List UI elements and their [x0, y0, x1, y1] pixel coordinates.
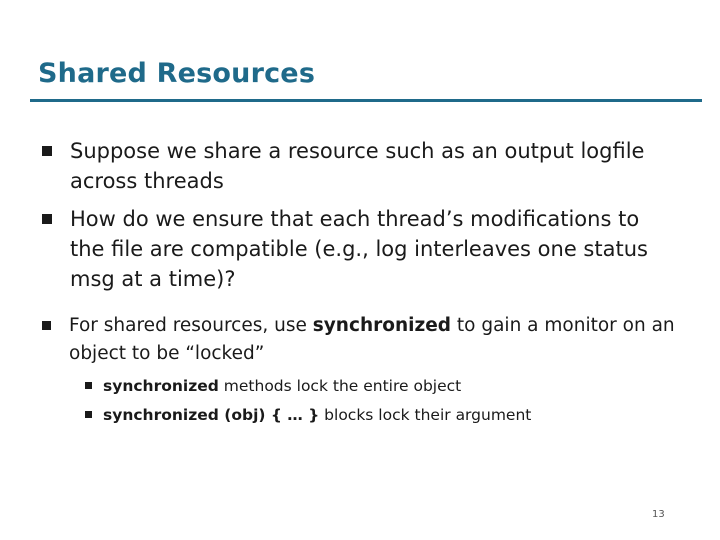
- sub-bullet-text: [103, 404, 531, 426]
- bullet-item-shared-resource: [42, 136, 670, 196]
- square-bullet-icon: [85, 411, 92, 418]
- slide-title: Shared Resources: [38, 58, 316, 89]
- sub-bullet-blocks: [85, 404, 531, 426]
- title-divider: [30, 99, 702, 102]
- square-bullet-icon: [42, 214, 52, 224]
- keyword-synchronized-block: synchronized (obj) { … }: [103, 406, 320, 424]
- bullet-text: How do we ensure that each thread’s modifications to the file are compatible (e.g., log interleaves one status msg at a time)?: [70, 207, 648, 291]
- square-bullet-icon: [85, 382, 92, 389]
- square-bullet-icon: [42, 321, 51, 330]
- bullet-text-pre: For shared resources, use: [69, 315, 313, 336]
- sub-bullet-text-post: blocks lock their argument: [319, 406, 532, 424]
- keyword-synchronized: synchronized: [103, 377, 219, 395]
- keyword-synchronized: synchronized: [312, 315, 452, 336]
- bullet-item-synchronized: [42, 312, 689, 368]
- square-bullet-icon: [42, 146, 52, 156]
- bullet-item-ensure-compatible: [42, 204, 670, 294]
- page-number: 13: [652, 509, 665, 520]
- sub-bullet-text: [103, 375, 461, 397]
- sub-bullet-methods: [85, 375, 461, 397]
- bullet-text: Suppose we share a resource such as an output logfile across threads: [70, 139, 645, 193]
- sub-bullet-text-post: methods lock the entire object: [218, 377, 462, 395]
- bullet-text-post: to gain a monitor on an object to be “locked”: [69, 315, 675, 364]
- bullet-text: [69, 312, 689, 368]
